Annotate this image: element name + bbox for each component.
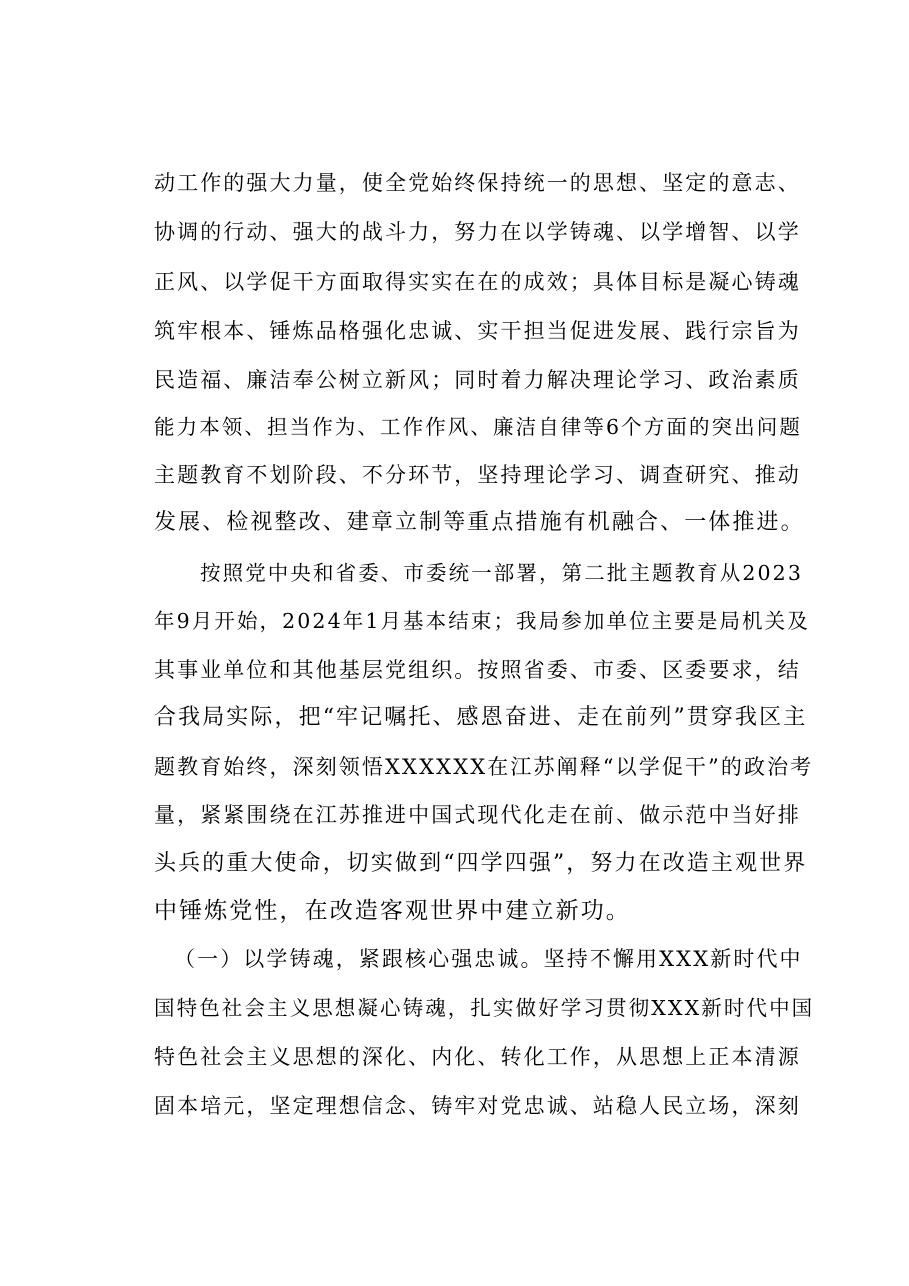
- text-line-6: 能力本领、担当作为、工作作风、廉洁自律等6个方面的突出问题: [154, 415, 802, 439]
- text-line-3: 正风、以学促干方面取得实实在在的成效；具体目标是凝心铸魂: [154, 270, 801, 294]
- text-line-1: 动工作的强大力量，使全党始终保持统一的思想、坚定的意志、: [154, 171, 801, 195]
- text-line-20: 固本培元，坚定理想信念、铸牢对党忠诚、站稳人民立场，深刻: [154, 1094, 801, 1118]
- text-line-11: 其事业单位和其他基层党组织。按照省委、市委、区委要求，结: [154, 658, 801, 682]
- text-line-13: 题教育始终，深刻领悟XXXXXX在江苏阐释“以学促干”的政治考: [154, 755, 814, 779]
- text-line-15: 头兵的重大使命，切实做到“四学四强”，努力在改造主观世界: [154, 851, 808, 876]
- text-line-5: 民造福、廉洁奉公树立新风；同时着力解决理论学习、政治素质: [154, 368, 801, 392]
- text-line-16: 中锤炼党性，在改造客观世界中建立新功。: [154, 898, 631, 924]
- text-line-7: 主题教育不划阶段、不分环节，坚持理论学习、调查研究、推动: [154, 463, 801, 487]
- text-line-8: 发展、检视整改、建章立制等重点措施有机融合、一体推进。: [154, 510, 805, 535]
- text-line-18: 国特色社会主义思想凝心铸魂，扎实做好学习贯彻XXX新时代中国: [154, 996, 815, 1020]
- text-line-10: 年9月开始，2024年1月基本结束；我局参加单位主要是局机关及: [154, 609, 810, 633]
- section-heading-line: （一）以学铸魂，紧跟核心强忠诚。坚持不懈用XXX新时代中: [174, 947, 803, 971]
- text-line-12: 合我局实际，把“牢记嘱托、感恩奋进、走在前列”贯穿我区主: [154, 705, 808, 730]
- paragraph-2-first-line: 按照党中央和省委、市委统一部署，第二批主题教育从2023: [200, 561, 803, 585]
- text-line-19: 特色社会主义思想的深化、内化、转化工作，从思想上正本清源: [154, 1045, 801, 1069]
- text-line-2: 协调的行动、强大的战斗力，努力在以学铸魂、以学增智、以学: [154, 220, 801, 244]
- text-line-14: 量，紧紧围绕在江苏推进中国式现代化走在前、做示范中当好排: [154, 803, 801, 827]
- text-line-4: 筑牢根本、锤炼品格强化忠诚、实干担当促进发展、践行宗旨为: [154, 319, 801, 343]
